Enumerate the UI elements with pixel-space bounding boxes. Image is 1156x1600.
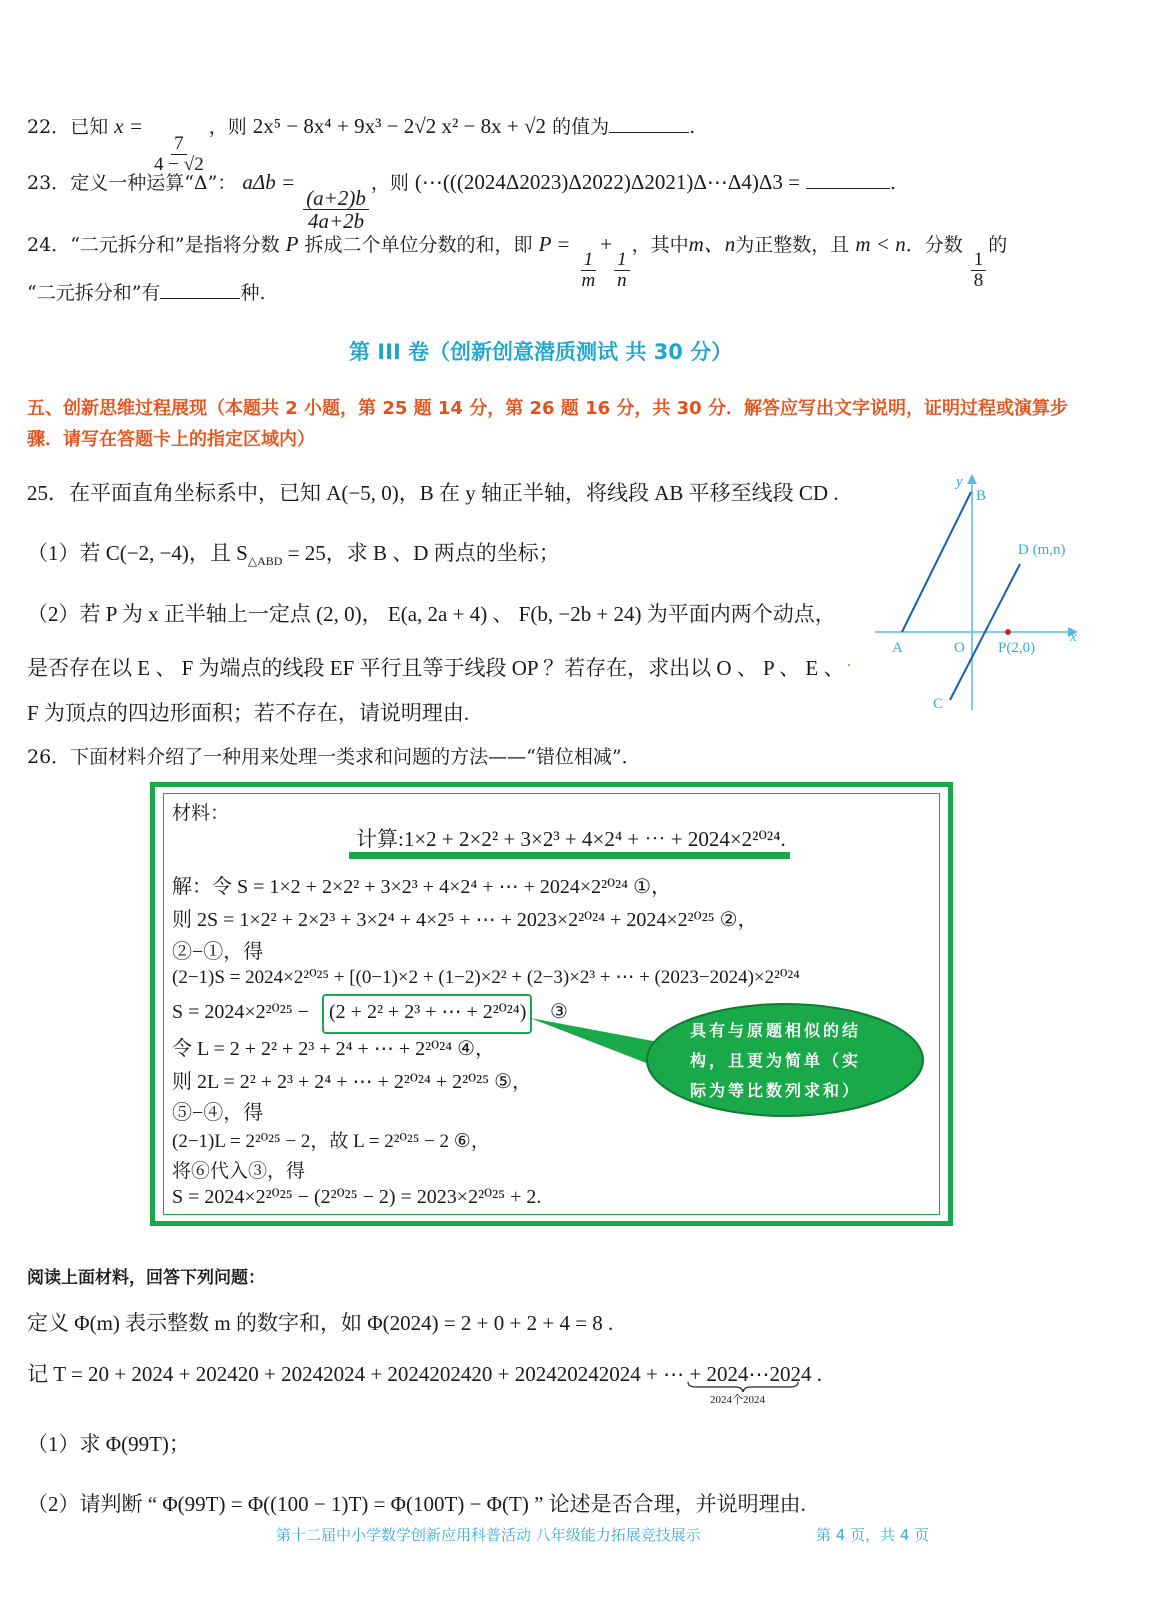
question-number: 23． (27, 172, 71, 194)
question-25: 25．在平面直角坐标系中，已知 A(−5, 0)，B 在 y 轴正半轴，将线段 AB 平移至线段 CD . (27, 481, 839, 505)
solution-line-11: S = 2024×2²⁰²⁵ − (2²⁰²⁵ − 2) = 2023×2²⁰²⁵ + 2. (172, 1186, 542, 1208)
section-title: 第 III 卷（创新创意潜质测试 共 30 分） (349, 340, 733, 364)
solution-line-5a: S = 2024×2²⁰²⁵ − (172, 1001, 309, 1023)
solution-line-2: 则 2S = 1×2² + 2×2³ + 3×2⁴ + 4×2⁵ + ⋯ + 2023×2²⁰²⁴ + 2024×2²⁰²⁵ ②， (172, 909, 758, 931)
solution-line-4: (2−1)S = 2024×2²⁰²⁵ + [(0−1)×2 + (1−2)×2² + (2−3)×2³ + ⋯ + (2023−2024)×2²⁰²⁴ (172, 967, 800, 988)
dot-mark: . (846, 650, 852, 671)
fraction: $\frac{7}{4 - √2}$ (154, 133, 204, 175)
label-D: D (m,n) (1018, 542, 1066, 558)
answer-blank (160, 280, 240, 299)
read-title: 阅读上面材料，回答下列问题： (27, 1268, 265, 1288)
solution-line-7: 则 2L = 2² + 2³ + 2⁴ + ⋯ + 2²⁰²⁴ + 2²⁰²⁵ ⑤， (172, 1071, 533, 1093)
fraction: $\frac{1}{8}$ (971, 250, 987, 291)
fraction: $\frac{1}{n}$ (614, 250, 630, 291)
solution-line-9: (2−1)L = 2²⁰²⁵ − 2，故 L = 2²⁰²⁵ − 2 ⑥， (172, 1131, 490, 1152)
question-25-part2-line2: 是否存在以 E 、 F 为端点的线段 EF 平行且等于线段 OP ？若存在，求出以 O 、 P 、 E 、 (27, 656, 845, 680)
label-C: C (933, 696, 944, 712)
definition-line: 定义 Φ(m) 表示整数 m 的数字和，如 Φ(2024) = 2 + 0 + 2 + 4 = 8 . (27, 1311, 614, 1335)
fraction: $\frac{(a+2)b}{4a+2b}$ (303, 187, 369, 232)
callout-text: 具有与原题相似的结 构，且更为简单（实 际为等比数列求和） (690, 1021, 862, 1100)
calc-underline (349, 852, 790, 859)
question-24: 24．“二元拆分和”是指将分数 P 拆成二个单位分数的和，即 P = $\frac{1}{m}$ + $\frac{1}{n}$ ，其中m、n为正整数，且 m < n．分数 $\frac{1}{8}$ 的 (27, 232, 1008, 291)
question-25-part2-line3: F 为顶点的四边形面积；若不存在，请说明理由. (27, 701, 470, 725)
page-number: 第 4 页，共 4 页 (816, 1526, 930, 1544)
answer-blank (806, 170, 890, 189)
question-23: 23．定义一种运算“Δ”： aΔb = $\frac{(a+2)b}{4a+2b}$ ，则 (⋯(((2024Δ2023)Δ2022)Δ2021)Δ⋯Δ4)Δ3 = . (27, 170, 897, 234)
question-22: 22．已知 x = $\frac{7}{4 - √2}$ ，则 2x⁵ − 8x⁴ + 9x³ − 2√2 x² − 8x + √2 的值为 . (27, 114, 696, 175)
question-24-line2: “二元拆分和”有 种. (27, 282, 266, 304)
solution-line-1: 解：令 S = 1×2 + 2×2² + 3×2³ + 4×2⁴ + ⋯ + 2024×2²⁰²⁴ ①， (172, 876, 672, 898)
solution-line-6: 令 L = 2 + 2² + 2³ + 2⁴ + ⋯ + 2²⁰²⁴ ④， (172, 1038, 496, 1060)
question-number: 24． (27, 234, 71, 256)
solution-line-10: 将⑥代入③，得 (172, 1161, 306, 1182)
label-P: P(2,0) (998, 640, 1036, 656)
coordinate-graph (860, 470, 1090, 715)
underbrace-label: 2024个2024 (710, 1394, 765, 1406)
y-axis-arrow (967, 474, 977, 484)
answer-blank (609, 114, 689, 133)
point-P (1005, 629, 1011, 635)
question-25-part1: （1）若 C(−2, −4)，且 $S_{\triangle ABD} = 25$，求 B 、D 两点的坐标； (27, 541, 560, 569)
part-heading: 五、创新思维过程展现（本题共 2 小题，第 25 题 14 分，第 26 题 16 分，共 30 分．解答应写出文字说明，证明过程或演算步骤．请写在答题卡上的指定区域内） (27, 398, 1068, 450)
expression: (⋯(((2024Δ2023)Δ2022)Δ2021)Δ⋯Δ4)Δ3 = (414, 170, 800, 194)
solution-line-8: ⑤−④，得 (172, 1102, 264, 1124)
solution-line-5c: ③ (550, 1001, 568, 1023)
label-O: O (954, 640, 965, 656)
sub-question-1: （1）求 Φ(99T)； (27, 1432, 190, 1456)
segment-AB (902, 492, 971, 632)
material-calc: 计算:1×2 + 2×2² + 3×2³ + 4×2⁴ + ⋯ + 2024×2²⁰²⁴. (356, 827, 786, 851)
label-B: B (976, 488, 987, 504)
x-label: x (1070, 629, 1077, 645)
material-label: 材料： (172, 802, 230, 824)
expression: 2x⁵ − 8x⁴ + 9x³ − 2√2 x² − 8x + √2 (252, 114, 547, 138)
T-definition: 记 T = 20 + 2024 + 202420 + 20242024 + 2024202420 + 202420242024 + ⋯ + 2024⋯2024 . (27, 1362, 822, 1386)
solution-line-3: ②−①，得 (172, 941, 264, 963)
y-label: y (956, 474, 963, 490)
label-A: A (892, 640, 903, 656)
question-26: 26．下面材料介绍了一种用来处理一类求和问题的方法——“错位相减”． (27, 746, 641, 768)
solution-line-5b: (2 + 2² + 2³ + ⋯ + 2²⁰²⁴) (329, 1001, 527, 1023)
question-number: 22． (27, 116, 71, 138)
fraction: $\frac{1}{m}$ (581, 249, 596, 291)
question-25-part2: （2）若 P 为 x 正半轴上一定点 (2, 0)， E(a, 2a + 4) 、 F(b, −2b + 24) 为平面内两个动点， (27, 602, 836, 626)
footer-title: 第十二届中小学数学创新应用科普活动 八年级能力拓展竞技展示 (276, 1526, 701, 1544)
sub-question-2: （2）请判断 “ Φ(99T) = Φ((100 − 1)T) = Φ(100T) − Φ(T) ” 论述是否合理，并说明理由. (27, 1492, 806, 1516)
